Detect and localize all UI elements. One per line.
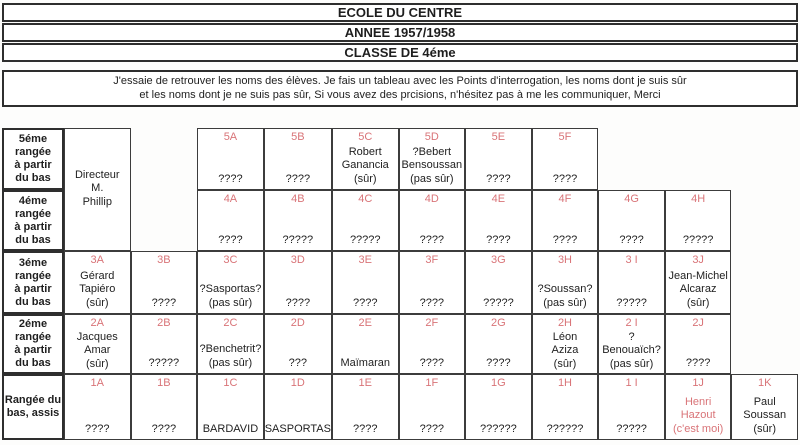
seat-text: ???? bbox=[285, 172, 311, 185]
seat-id: 1F bbox=[425, 377, 439, 389]
seat-text: ???? bbox=[353, 422, 378, 435]
seat-5F bbox=[532, 128, 599, 190]
seat-text: ???? bbox=[486, 356, 511, 369]
seat-1K bbox=[731, 374, 798, 440]
seat-3I bbox=[598, 251, 665, 314]
seat-id: 4H bbox=[691, 193, 706, 205]
class-title bbox=[2, 43, 798, 62]
school-year-text: ANNEE 1957/1958 bbox=[344, 25, 456, 40]
seat-id: 1H bbox=[557, 377, 572, 389]
seat-text: ????? bbox=[349, 233, 381, 246]
note-box bbox=[2, 70, 798, 107]
seat-text: ????? bbox=[682, 233, 714, 246]
seat-1E bbox=[332, 374, 399, 440]
seat-id: 3C bbox=[223, 254, 238, 266]
seat-text: ????? bbox=[616, 422, 647, 435]
seat-text: ???? bbox=[218, 172, 243, 185]
seat-2F bbox=[399, 314, 466, 374]
seat-id: 2D bbox=[290, 317, 305, 329]
seat-id: 5C bbox=[358, 131, 373, 143]
seat-3B bbox=[131, 251, 198, 314]
seat-id: 4D bbox=[424, 193, 439, 205]
seat-id: 1D bbox=[290, 377, 305, 389]
seat-text: ?Soussan? (pas sûr) bbox=[537, 283, 593, 309]
seat-text: ?Benchetrit? (pas sûr) bbox=[199, 343, 262, 369]
seat-text: ??? bbox=[288, 356, 308, 369]
row-label-5: 5éme rangée à partir du bas bbox=[2, 128, 64, 190]
row-label-2: 2éme rangée à partir du bas bbox=[2, 314, 64, 374]
seat-4D bbox=[399, 190, 466, 251]
seat-text: Maïmaran bbox=[340, 356, 390, 369]
seat-text: ???? bbox=[419, 356, 445, 369]
seat-text: ???? bbox=[619, 233, 644, 246]
seat-text: ?????? bbox=[480, 422, 517, 435]
seat-id: 1C bbox=[223, 377, 238, 389]
seat-id: 2C bbox=[223, 317, 238, 329]
seat-id: 1G bbox=[491, 377, 506, 389]
seat-id: 4A bbox=[223, 193, 238, 205]
seat-2C bbox=[197, 314, 264, 374]
seat-text: ?????? bbox=[546, 422, 584, 435]
seat-id: 1K bbox=[757, 377, 772, 389]
seat-text: ?Benouaïch? (pas sûr) bbox=[602, 330, 661, 370]
seat-id: 2A bbox=[90, 317, 105, 329]
seat-3E bbox=[332, 251, 399, 314]
seat-id: 4C bbox=[358, 193, 373, 205]
seat-id: 1 I bbox=[625, 377, 638, 389]
seat-id: 5F bbox=[558, 131, 572, 143]
seat-id: 5E bbox=[491, 131, 506, 143]
seat-text: Paul Soussan (sûr) bbox=[743, 395, 787, 435]
row-label-1: Rangée du bas, assis bbox=[2, 374, 64, 440]
seat-text: ???? bbox=[419, 233, 445, 246]
seat-2J bbox=[665, 314, 732, 374]
seat-text: ???? bbox=[486, 172, 511, 185]
seat-2A bbox=[64, 314, 131, 374]
seat-text: ???? bbox=[151, 422, 177, 435]
seat-id: 5B bbox=[291, 131, 305, 143]
seat-4B bbox=[264, 190, 332, 251]
seat-2I bbox=[598, 314, 665, 374]
seat-text: ???? bbox=[151, 296, 177, 309]
seat-text: ???? bbox=[419, 422, 445, 435]
seat-id: 2G bbox=[491, 317, 506, 329]
seat-1F bbox=[399, 374, 466, 440]
seat-text: Jacques Amar (sûr) bbox=[76, 330, 118, 370]
seat-4G bbox=[598, 190, 665, 251]
seat-text: ???? bbox=[285, 296, 311, 309]
seat-text: ???? bbox=[419, 296, 445, 309]
seat-id: 4F bbox=[558, 193, 572, 205]
seat-4F bbox=[532, 190, 599, 251]
seat-1H bbox=[532, 374, 599, 440]
seat-4E bbox=[465, 190, 532, 251]
seat-3H bbox=[532, 251, 599, 314]
seat-text: ???? bbox=[552, 172, 578, 185]
director-cell: Directeur M. Phillip bbox=[64, 128, 131, 251]
seat-id: 3H bbox=[557, 254, 572, 266]
seat-id: 2H bbox=[557, 317, 572, 329]
seat-id: 3G bbox=[491, 254, 506, 266]
seat-1B bbox=[131, 374, 198, 440]
seat-id: 4E bbox=[491, 193, 506, 205]
seat-4H bbox=[665, 190, 732, 251]
seat-3J bbox=[665, 251, 732, 314]
school-year bbox=[2, 23, 798, 42]
seat-text: ????? bbox=[148, 356, 180, 369]
seat-5E bbox=[465, 128, 532, 190]
seat-3G bbox=[465, 251, 532, 314]
seat-text: ?Bebert Bensoussan (pas sûr) bbox=[401, 145, 463, 185]
seat-id: 2B bbox=[157, 317, 171, 329]
seat-id: 3B bbox=[157, 254, 171, 266]
seat-text: BARDAVID bbox=[202, 422, 259, 435]
seat-text: ????? bbox=[483, 296, 514, 309]
seat-2B bbox=[131, 314, 198, 374]
seat-4C bbox=[332, 190, 399, 251]
note-line-1: J'essaie de retrouver les noms des élèves. Je fais un tableau avec les Points d'interrogation, les noms dont je suis sûr bbox=[113, 75, 687, 87]
seat-id: 5D bbox=[424, 131, 439, 143]
seat-text: ???? bbox=[486, 233, 511, 246]
seat-id: 3F bbox=[425, 254, 439, 266]
seat-2E bbox=[332, 314, 399, 374]
class-title-text: CLASSE DE 4éme bbox=[344, 45, 456, 60]
seat-1C bbox=[197, 374, 264, 440]
seat-5C bbox=[332, 128, 399, 190]
seat-2G bbox=[465, 314, 532, 374]
seat-5D bbox=[399, 128, 466, 190]
seat-id: 3E bbox=[358, 254, 372, 266]
seat-id: 2 I bbox=[625, 317, 638, 329]
seat-1J bbox=[665, 374, 732, 440]
seat-text: Léon Aziza (sûr) bbox=[551, 330, 579, 370]
seat-id: 3J bbox=[692, 254, 704, 266]
seat-text: ????? bbox=[282, 233, 314, 246]
seat-id: 1A bbox=[90, 377, 105, 389]
seat-id: 1B bbox=[157, 377, 171, 389]
seat-1A bbox=[64, 374, 131, 440]
seat-1I bbox=[598, 374, 665, 440]
seat-id: 3A bbox=[90, 254, 105, 266]
seat-text: Henri Hazout (c'est moi) bbox=[672, 395, 724, 435]
seat-5A bbox=[197, 128, 264, 190]
seat-5B bbox=[264, 128, 332, 190]
seat-id: 2J bbox=[692, 317, 704, 329]
seat-id: 2F bbox=[425, 317, 439, 329]
row-label-4: 4éme rangée à partir du bas bbox=[2, 190, 64, 251]
seat-3A bbox=[64, 251, 131, 314]
seat-id: 5A bbox=[223, 131, 238, 143]
seating-grid bbox=[2, 128, 798, 440]
seat-id: 3D bbox=[290, 254, 305, 266]
seat-text: ???? bbox=[218, 233, 243, 246]
seat-1D bbox=[264, 374, 332, 440]
seat-text: ????? bbox=[616, 296, 647, 309]
seat-id: 4B bbox=[291, 193, 305, 205]
seat-text: ???? bbox=[85, 422, 110, 435]
row-label-3: 3éme rangée à partir du bas bbox=[2, 251, 64, 314]
school-title-text: ECOLE DU CENTRE bbox=[337, 5, 463, 20]
seat-3C bbox=[197, 251, 264, 314]
seat-id: 2E bbox=[358, 317, 372, 329]
seat-3F bbox=[399, 251, 466, 314]
seat-text: SASPORTAS bbox=[264, 422, 331, 435]
seat-2D bbox=[264, 314, 332, 374]
seat-text: ?Sasportas? (pas sûr) bbox=[199, 283, 262, 309]
seat-3D bbox=[264, 251, 332, 314]
seat-text: ???? bbox=[353, 296, 378, 309]
seat-text: Robert Ganancia (sûr) bbox=[341, 145, 389, 185]
seat-text: Gérard Tapiéro (sûr) bbox=[79, 269, 116, 309]
seat-text: ???? bbox=[685, 356, 711, 369]
seat-id: 1J bbox=[692, 377, 704, 389]
seat-4A bbox=[197, 190, 264, 251]
seat-2H bbox=[532, 314, 599, 374]
note-line-2: et les noms dont je ne suis pas sûr, Si vous avez des prcisions, n'hésitez pas à me les communiquer, Merci bbox=[139, 89, 661, 101]
seat-id: 4G bbox=[624, 193, 639, 205]
seat-text: Jean-Michel Alcaraz (sûr) bbox=[668, 269, 728, 309]
seat-text: ???? bbox=[552, 233, 578, 246]
seat-1G bbox=[465, 374, 532, 440]
school-title bbox=[2, 3, 798, 22]
seat-id: 3 I bbox=[625, 254, 638, 266]
seat-id: 1E bbox=[358, 377, 372, 389]
